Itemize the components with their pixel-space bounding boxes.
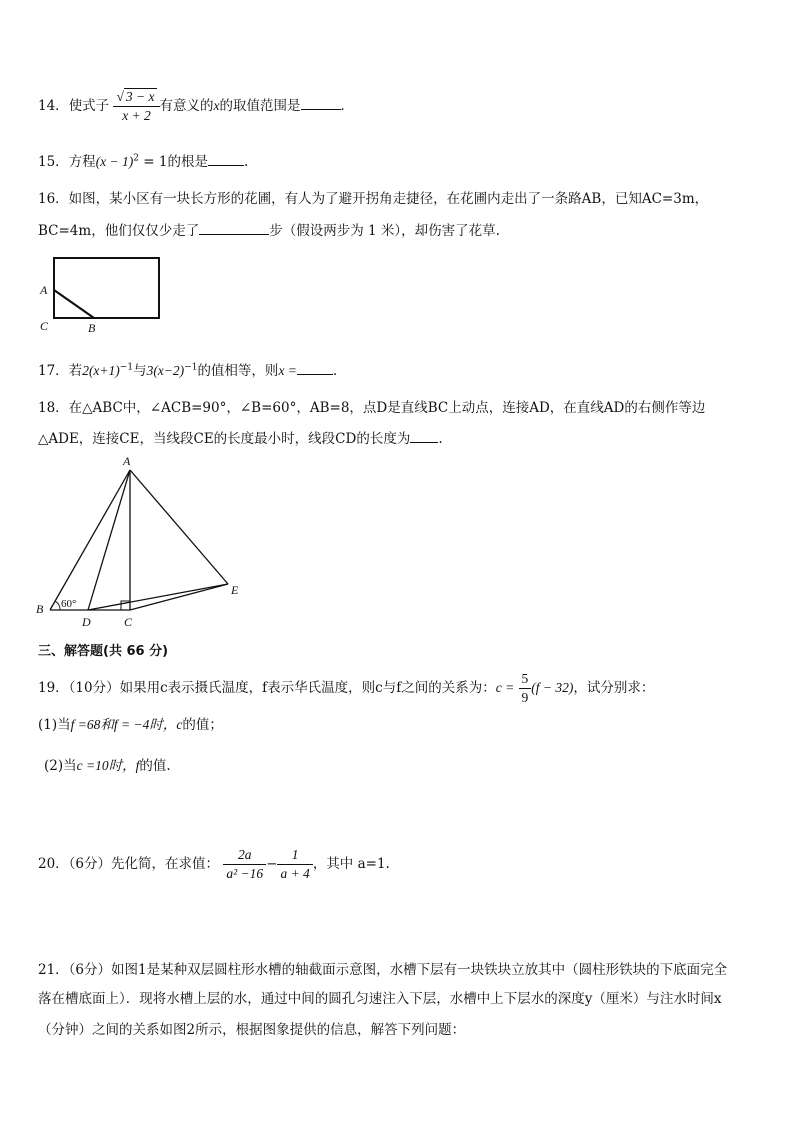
fig1-label-b: B	[88, 321, 96, 335]
question-15	[38, 150, 248, 170]
q15-end: .	[244, 154, 249, 170]
q17-end: .	[332, 363, 338, 379]
fig2-angle-label: 60°	[61, 598, 77, 610]
question-20	[38, 846, 390, 883]
fig2-label-c: C	[124, 615, 133, 629]
segment-ae	[130, 470, 228, 584]
q14-frac-denominator: x + 2	[122, 108, 151, 123]
q19-c: c =	[495, 680, 515, 695]
question-19-part2	[44, 754, 171, 774]
q19-p2-c: f	[135, 758, 140, 773]
q18-line2-end: .	[438, 431, 443, 447]
q17-term-b: 3(x−2)	[146, 363, 185, 378]
q14-post: 有意义的	[159, 98, 214, 114]
q18-answer-blank[interactable]	[410, 430, 438, 443]
q14-end: ．	[340, 98, 355, 114]
q17-exponent-a: −1	[119, 362, 134, 373]
q15-equals: = 1	[139, 154, 168, 170]
fig2-label-e: E	[231, 583, 239, 597]
q20-frac1-num: 2a	[223, 846, 266, 865]
q19-p2-a: (2)当	[44, 758, 77, 774]
q14-answer-blank[interactable]	[301, 97, 341, 110]
q14-prefix: 使式子	[68, 98, 110, 114]
q20-frac2-den: a + 4	[280, 866, 310, 881]
question-19-part1	[38, 713, 223, 733]
q19-p1-b: f =68和	[70, 717, 114, 732]
question-21-line1: 21．（6分）如图1是某种双层圆柱形水槽的轴截面示意图，水槽下层有一块铁块立放其中（圆柱形铁块的下底面完全	[38, 962, 728, 978]
q19-fx: (f − 32)	[531, 680, 574, 695]
segment-de	[88, 584, 228, 610]
fig1-label-c: C	[40, 319, 49, 333]
q20-frac2-num: 1	[277, 846, 312, 865]
question-18-line1: 18．在△ABC中，∠ACB=90°，∠B=60°，AB=8，点D是直线BC上动点，连接AD，在直线AD的右侧作等边	[38, 400, 706, 416]
q19-p2-d: 的值.	[139, 758, 171, 774]
q16-answer-blank[interactable]	[199, 222, 269, 235]
q19-p2-b: c =10时，	[76, 758, 136, 773]
q17-answer-blank[interactable]	[297, 362, 333, 375]
q14-fraction: $\frac{√ 3 - x}{x + 2}$	[113, 88, 159, 125]
q16-line2-start: BC=4m，他们仅仅少走了	[38, 223, 200, 239]
fig2-label-d: D	[82, 615, 91, 629]
segment-ce	[130, 584, 228, 610]
question-21-line3: （分钟）之间的关系如图2所示，根据图象提供的信息，解答下列问题：	[38, 1022, 466, 1038]
q15-expression: (x − 1)	[95, 154, 134, 169]
q17-var: x =	[278, 363, 297, 378]
q15-answer-blank[interactable]	[208, 153, 244, 166]
q19-p1-c: f = −4时，	[113, 717, 177, 732]
q16-line2-end: 步（假设两步为 1 米），却伤害了花草.	[269, 223, 500, 239]
q19-p1-a: (1)当	[38, 717, 71, 733]
q14-tail: 的取值范围是	[219, 98, 301, 114]
q17-post: 的值相等，则	[197, 363, 279, 379]
q20-minus: −	[266, 856, 278, 872]
q19-p1-e: 的值；	[182, 717, 223, 733]
section-title: 三、解答题(共 66 分)	[38, 644, 169, 659]
q14-var: x	[213, 98, 220, 113]
angle-arc	[55, 601, 60, 610]
q18-line2-start: △ADE，连接CE，当线段CE的长度最小时，线段CD的长度为	[38, 431, 411, 447]
q14-number: 14．	[38, 98, 69, 114]
triangle-figure	[30, 450, 260, 630]
shortcut-path-ab	[54, 290, 94, 318]
q20-post: ，其中 a=1.	[312, 856, 390, 872]
q19-post: ，试分别求：	[573, 680, 655, 696]
question-17	[38, 359, 337, 379]
q15-exponent: 2	[133, 153, 140, 164]
fig2-label-b: B	[36, 602, 44, 616]
question-16-line1: 16．如图，某小区有一块长方形的花圃，有人为了避开拐角走捷径，在花圃内走出了一条路AB，已知AC=3m，	[38, 191, 709, 207]
question-19	[38, 670, 654, 707]
garden-figure	[36, 252, 166, 336]
q19-frac-num: 5	[519, 670, 532, 689]
fig2-label-a: A	[123, 454, 131, 468]
q20-fraction-1	[223, 846, 266, 883]
q20-frac1-den: a² −16	[226, 866, 264, 881]
fig1-label-a: A	[40, 283, 48, 297]
q19-prefix: 19．（10分）如果用c表示摄氏温度，f表示华氏温度，则c与f之间的关系为：	[38, 680, 496, 696]
segment-ad	[88, 470, 130, 610]
question-14	[38, 88, 354, 125]
question-16-line2	[38, 219, 500, 239]
q19-p1-d: c	[176, 717, 183, 732]
q20-prefix: 20．（6分）先化简，在求值：	[38, 856, 220, 872]
q14-frac-numerator: 3 − x	[125, 89, 155, 104]
q17-exponent-b: −1	[184, 362, 198, 373]
q20-fraction-2	[277, 846, 312, 883]
question-18-line2	[38, 427, 443, 447]
q15-post: 的根是	[167, 154, 208, 170]
q17-term-a: 2(x+1)	[82, 363, 120, 378]
segment-ab	[50, 470, 130, 610]
q17-number: 17．若	[38, 363, 83, 379]
q17-mid: 与	[133, 363, 147, 379]
q19-fraction	[519, 670, 532, 707]
q15-number: 15．	[38, 154, 69, 170]
q19-frac-den: 9	[521, 690, 529, 705]
q15-prefix: 方程	[68, 154, 96, 170]
garden-rectangle	[54, 258, 159, 318]
question-21-line2: 落在槽底面上）．现将水槽上层的水，通过中间的圆孔匀速注入下层，水槽中上下层水的深度y（厘米）与注水时间x	[38, 991, 722, 1007]
